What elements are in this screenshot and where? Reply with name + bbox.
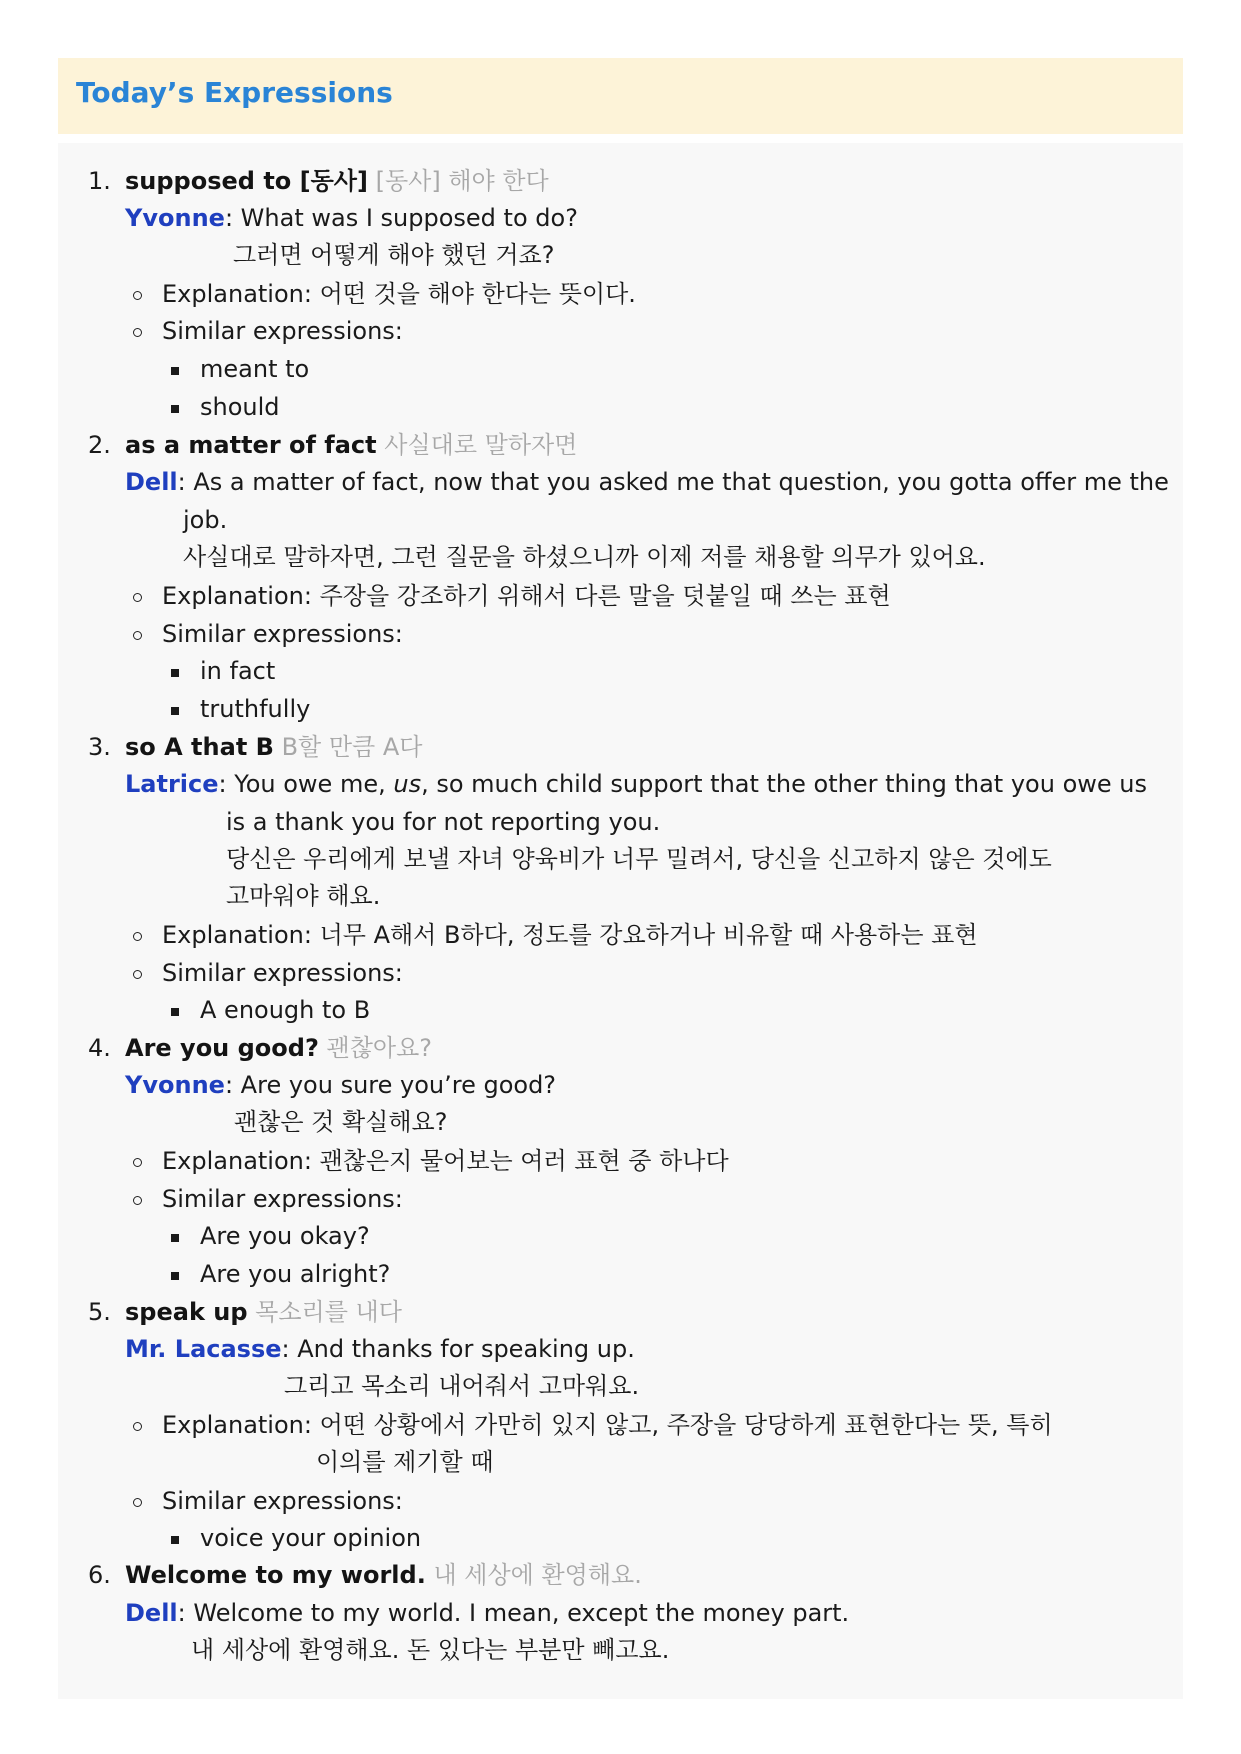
square-bullet-icon (171, 367, 179, 375)
dialogue-emphasis: us (393, 770, 422, 798)
dialogue-line (125, 768, 1147, 800)
similar-label: Similar expressions: (162, 1487, 403, 1515)
item-number: 6. (88, 1561, 111, 1589)
dialogue-text: : And thanks for speaking up. (281, 1335, 635, 1363)
similar-label: Similar expressions: (162, 1185, 403, 1213)
expression-term: as a matter of fact (125, 431, 377, 459)
dialogue-text: : Are you sure you’re good? (224, 1071, 557, 1099)
expression-heading (125, 1296, 402, 1328)
hollow-bullet-icon (133, 631, 142, 640)
square-bullet-icon (171, 1008, 179, 1016)
expression-term: so A that B (125, 733, 274, 761)
similar-item: in fact (200, 657, 276, 685)
hollow-bullet-icon (133, 1196, 142, 1205)
hollow-bullet-icon (133, 932, 142, 941)
square-bullet-icon (171, 1272, 179, 1280)
similar-label: Similar expressions: (162, 317, 403, 345)
hollow-bullet-icon (133, 328, 142, 337)
expression-translation: 괜찮아요? (326, 1034, 432, 1062)
hollow-bullet-icon (133, 1158, 142, 1167)
explanation-text: Explanation: 어떤 것을 해야 한다는 뜻이다. (162, 280, 636, 308)
explanation-text: Explanation: 괜찮은지 물어보는 여러 표현 중 하나다 (162, 1147, 729, 1175)
dialogue-text: : What was I supposed to do? (224, 204, 578, 232)
speaker-name: Mr. Lacasse (125, 1335, 282, 1363)
speaker-name: Dell (125, 1599, 178, 1627)
speaker-name: Dell (125, 468, 178, 496)
square-bullet-icon (171, 707, 179, 715)
dialogue-line (125, 202, 578, 234)
dialogue-line (125, 1069, 556, 1101)
dialogue-continuation: job. (183, 506, 228, 534)
item-number: 5. (88, 1298, 111, 1326)
explanation-continuation: 이의를 제기할 때 (316, 1448, 494, 1476)
dialogue-text: : You owe me, (218, 770, 394, 798)
similar-item: A enough to B (200, 996, 371, 1024)
expression-translation: 내 세상에 환영해요. (433, 1561, 642, 1589)
dialogue-text: : As a matter of fact, now that you asked me that question, you gotta offer me the (177, 468, 1169, 496)
dialogue-translation: 당신은 우리에게 보낼 자녀 양육비가 너무 밀려서, 당신을 신고하지 않은 것에도 (226, 845, 1052, 873)
expression-heading (125, 429, 577, 461)
expression-translation: B할 만큼 A다 (281, 733, 423, 761)
square-bullet-icon (171, 1234, 179, 1242)
dialogue-text: , so much child support that the other thing that you owe us (421, 770, 1147, 798)
similar-label: Similar expressions: (162, 959, 403, 987)
similar-label: Similar expressions: (162, 620, 403, 648)
dialogue-line (125, 466, 1169, 498)
speaker-name: Yvonne (125, 1071, 225, 1099)
dialogue-translation: 내 세상에 환영해요. 돈 있다는 부분만 빼고요. (191, 1636, 670, 1664)
hollow-bullet-icon (133, 1498, 142, 1507)
explanation-text: Explanation: 너무 A해서 B하다, 정도를 강요하거나 비유할 때 사용하는 표현 (162, 921, 978, 949)
expression-heading (125, 1559, 642, 1591)
dialogue-translation: 사실대로 말하자면, 그런 질문을 하셨으니까 이제 저를 채용할 의무가 있어요. (183, 543, 986, 571)
square-bullet-icon (171, 669, 179, 677)
expression-heading (125, 165, 549, 197)
similar-item: voice your opinion (200, 1524, 422, 1552)
explanation-text: Explanation: 주장을 강조하기 위해서 다른 말을 덧붙일 때 쓰는 표현 (162, 582, 891, 610)
expression-translation: [동사] 해야 한다 (375, 167, 549, 195)
hollow-bullet-icon (133, 593, 142, 602)
dialogue-translation: 괜찮은 것 확실해요? (234, 1108, 448, 1136)
dialogue-line (125, 1597, 849, 1629)
similar-item: Are you alright? (200, 1260, 391, 1288)
similar-item: meant to (200, 355, 310, 383)
expression-term: speak up (125, 1298, 248, 1326)
square-bullet-icon (171, 405, 179, 413)
explanation-text: Explanation: 어떤 상황에서 가만히 있지 않고, 주장을 당당하게 표현한다는 뜻, 특히 (162, 1411, 1053, 1439)
expression-term: supposed to [동사] (125, 167, 368, 195)
dialogue-continuation: is a thank you for not reporting you. (226, 808, 661, 836)
dialogue-line (125, 1333, 635, 1365)
dialogue-text: : Welcome to my world. I mean, except the money part. (177, 1599, 850, 1627)
expression-term: Are you good? (125, 1034, 319, 1062)
page-title: Today’s Expressions (76, 76, 393, 109)
expression-heading (125, 731, 422, 763)
dialogue-translation-continuation: 고마워야 해요. (226, 882, 381, 910)
item-number: 4. (88, 1034, 111, 1062)
dialogue-translation: 그리고 목소리 내어줘서 고마워요. (284, 1372, 640, 1400)
dialogue-translation: 그러면 어떻게 해야 했던 거죠? (233, 241, 555, 269)
similar-item: Are you okay? (200, 1222, 370, 1250)
similar-item: should (200, 393, 280, 421)
hollow-bullet-icon (133, 1422, 142, 1431)
item-number: 3. (88, 733, 111, 761)
header-banner (58, 58, 1183, 134)
expression-translation: 목소리를 내다 (255, 1298, 402, 1326)
hollow-bullet-icon (133, 970, 142, 979)
expression-term: Welcome to my world. (125, 1561, 426, 1589)
speaker-name: Latrice (125, 770, 219, 798)
square-bullet-icon (171, 1536, 179, 1544)
expression-translation: 사실대로 말하자면 (384, 431, 578, 459)
item-number: 1. (88, 167, 111, 195)
expression-heading (125, 1032, 432, 1064)
speaker-name: Yvonne (125, 204, 225, 232)
similar-item: truthfully (200, 695, 311, 723)
hollow-bullet-icon (133, 291, 142, 300)
item-number: 2. (88, 431, 111, 459)
